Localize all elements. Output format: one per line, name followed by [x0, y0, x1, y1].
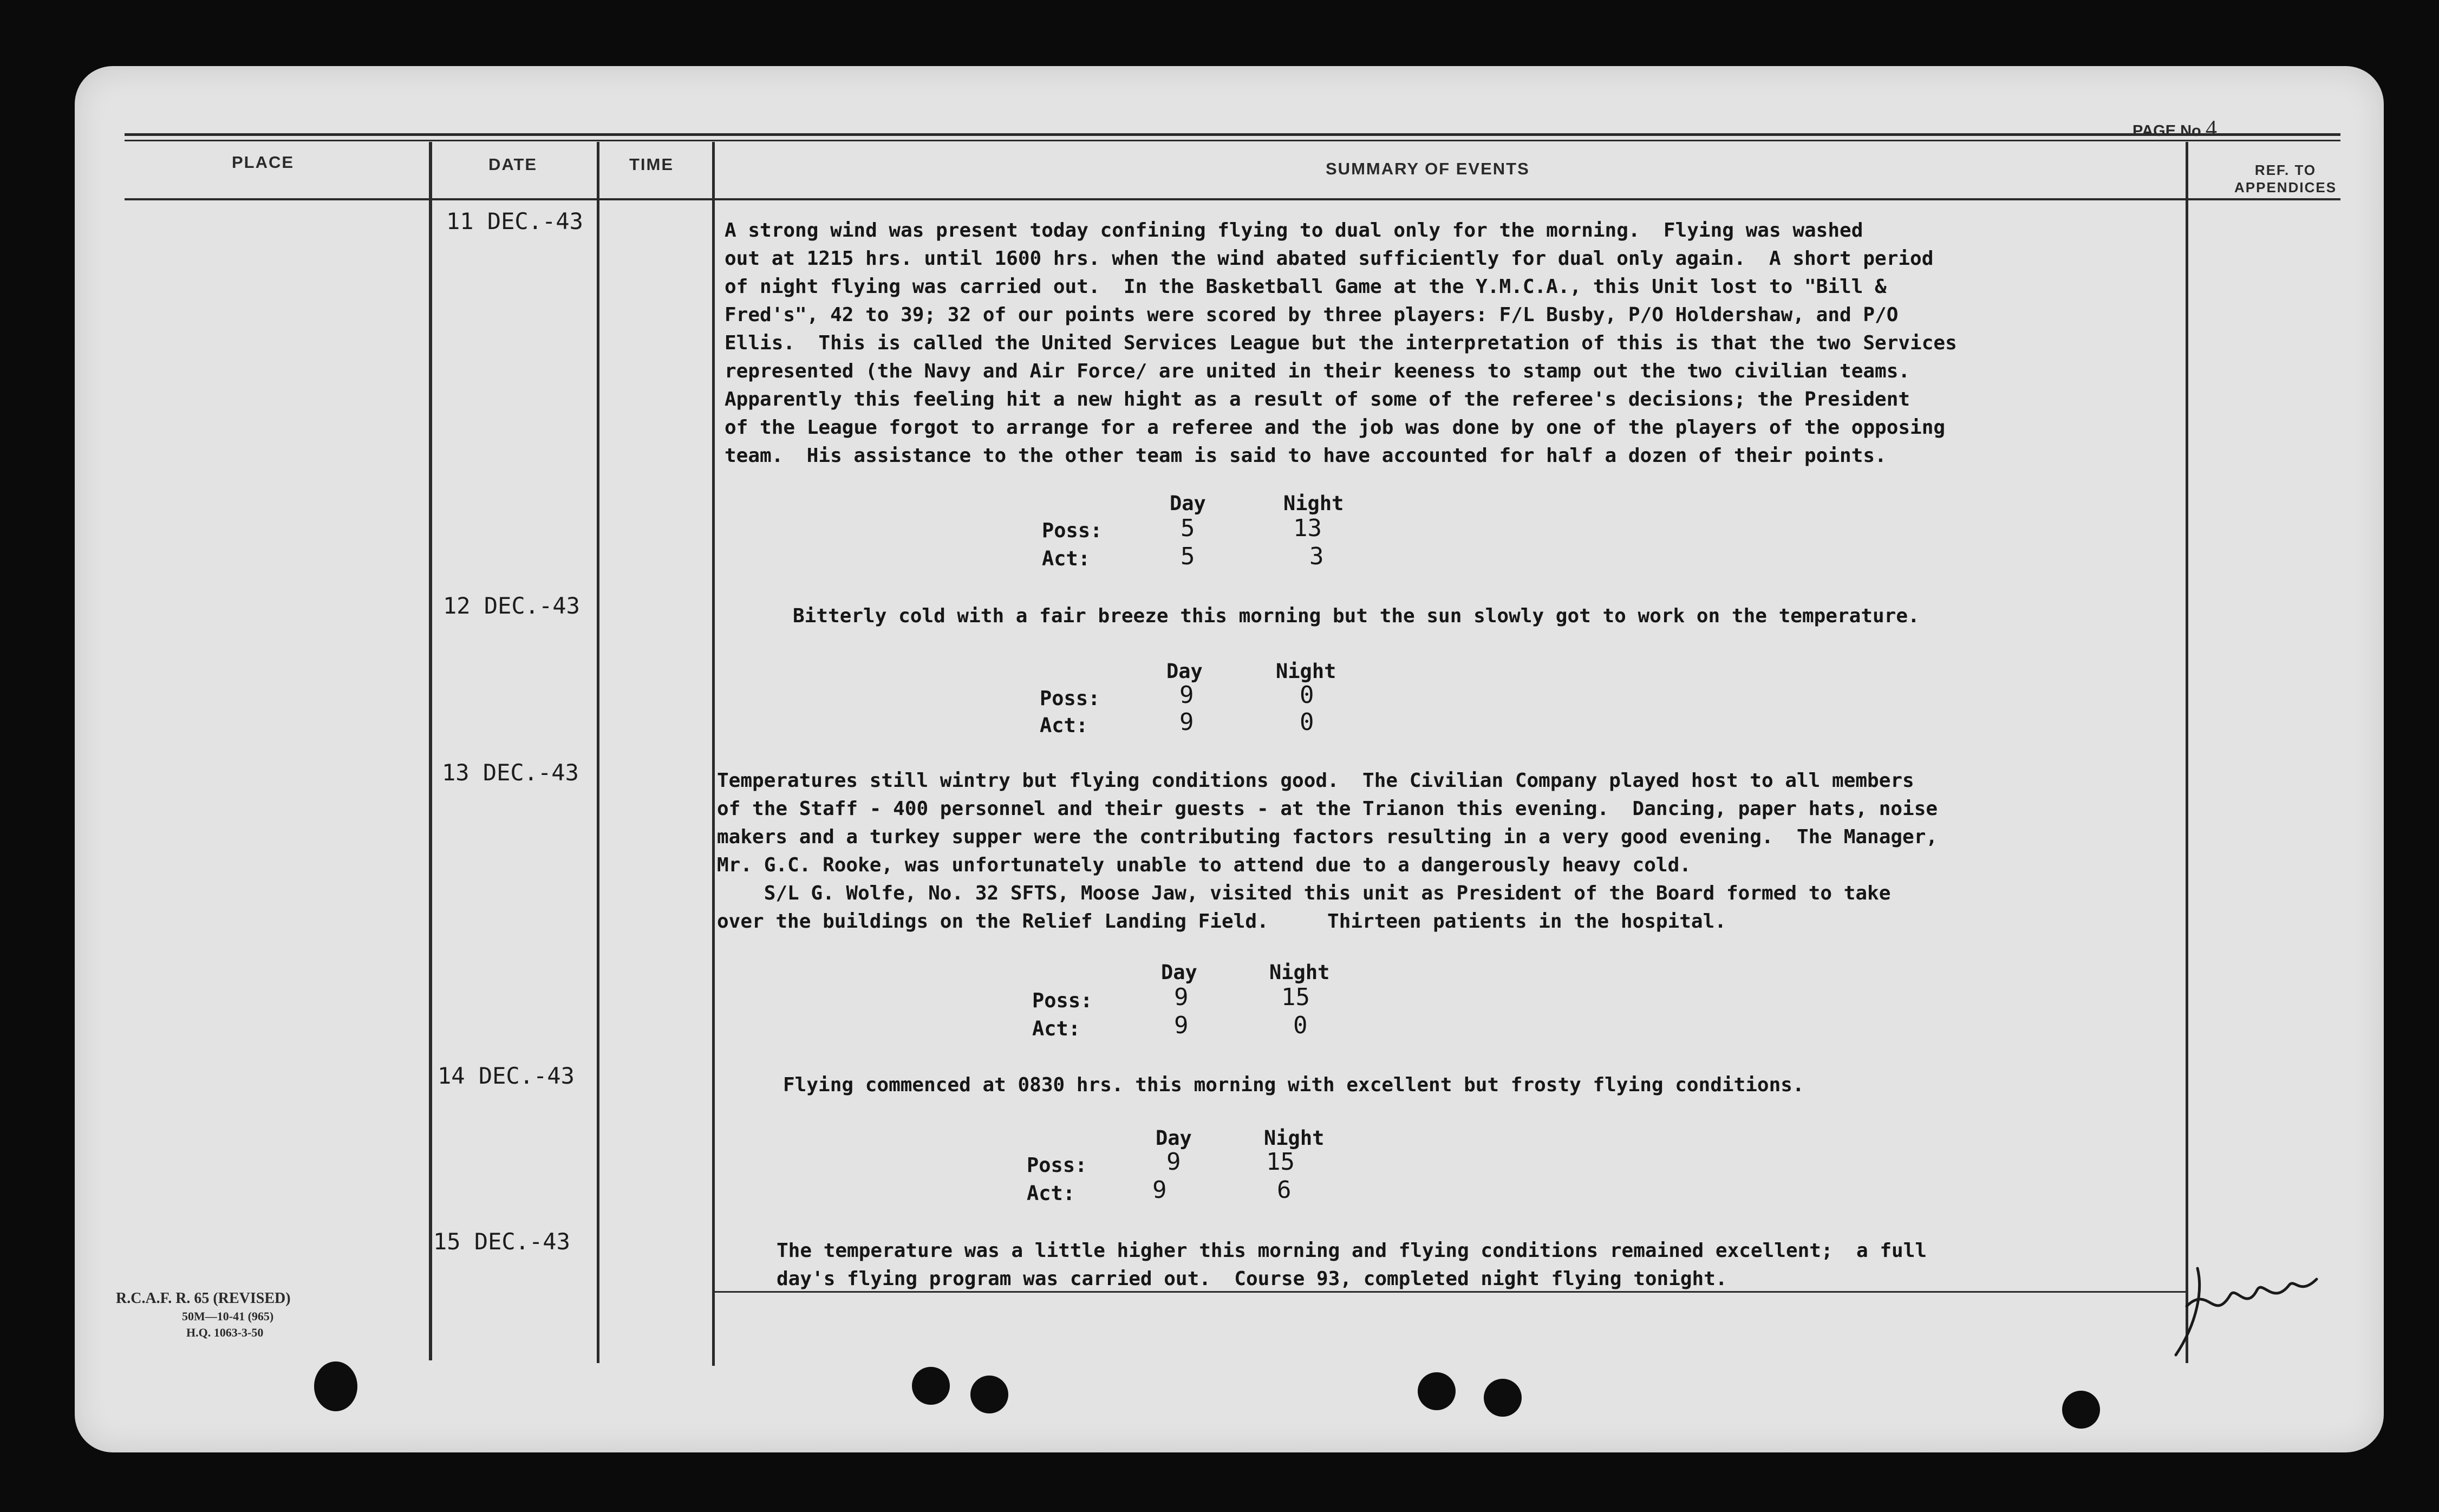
handwritten-initials-icon — [2165, 1247, 2338, 1371]
stat-act-label: Act: — [1040, 714, 1088, 737]
punch-hole — [2062, 1391, 2100, 1429]
stat-day-label: Day — [1161, 961, 1197, 984]
stat-act-label: Act: — [1042, 547, 1091, 570]
stat-day-label: Day — [1166, 660, 1203, 683]
header-rule-bottom — [125, 198, 2340, 200]
column-divider-date — [597, 142, 599, 1363]
stat-act-day: 9 — [1174, 1012, 1189, 1039]
page-label: PAGE No. — [2133, 122, 2206, 140]
ref-line-1: REF. TO — [2254, 162, 2317, 178]
stat-poss-day: 9 — [1174, 983, 1189, 1011]
punch-hole — [1418, 1372, 1456, 1410]
column-divider-time — [712, 142, 715, 1366]
stat-act-night: 3 — [1309, 543, 1324, 570]
entry-summary: Temperatures still wintry but flying conditions good. The Civilian Company played host to all members of the Staff - 400 personnel and their guests - at the Trianon this evening. Dancing, paper hats, noise makers and a turkey supper were the contributing factors resulting in a very good evening. The Manager, Mr. G.C. Rooke, was unfortunately unable to attend due to a dangerously heavy cold. S/L G. Wolfe, No. 32 SFTS, Moose Jaw, visited this unit as President of the Board formed to take over the buildings on the Relief Landing Field. Thirteen patients in the hospital. — [717, 770, 1938, 933]
stat-act-night: 0 — [1293, 1012, 1308, 1039]
stat-poss-night: 0 — [1300, 681, 1314, 709]
header-rule-top — [125, 133, 2340, 136]
entry-summary: A strong wind was present today confining flying to dual only for the morning. Flying was washed out at 1215 hrs. until 1600 hrs. when the wind abated sufficiently for dual only again. A short period of night flying was carried out. In the Basketball Game at the Y.M.C.A., this Unit lost to "Bill & Fred's", 42 to 39; 32 of our points were scored by three players: F/L Busby, P/O Holdershaw, and P/O Ellis. This is called the United Services League but the interpretation of this is that the two Services represented (the Navy and Air Force/ are united in their keeness to stamp out the two civilian teams. Apparently this feeling hit a new hight as a result of some of the referee's decisions; the President of the League forgot to arrange for a referee and the job was done by one of the players of the opposing team. His assistance to the other team is said to have accounted for half a dozen of their points. — [725, 219, 1957, 467]
stat-act-day: 9 — [1179, 708, 1194, 736]
stat-day-label: Day — [1170, 492, 1206, 515]
form-print-run: 50M—10-41 (965) — [182, 1309, 274, 1323]
entry-date: 15 DEC.-43 — [433, 1228, 570, 1255]
stat-poss-label: Poss: — [1042, 519, 1103, 542]
column-divider-place — [429, 142, 432, 1360]
stat-night-label: Night — [1283, 492, 1344, 515]
entry-summary: Bitterly cold with a fair breeze this morning but the sun slowly got to work on the temperature. — [793, 605, 1920, 627]
page-number-label — [2133, 116, 2256, 142]
stat-night-label: Night — [1276, 660, 1336, 683]
entry-date: 13 DEC.-43 — [442, 759, 579, 786]
entry-summary: The temperature was a little higher this morning and flying conditions remained excellent; a full day's flying program was carried out. Course 93, completed night flying tonight. — [777, 1240, 1927, 1290]
ref-line-2: APPENDICES — [2234, 179, 2337, 195]
stat-night-label: Night — [1269, 961, 1330, 984]
entry-date: 14 DEC.-43 — [438, 1063, 575, 1089]
column-header-date: DATE — [488, 155, 538, 174]
stat-act-label: Act: — [1027, 1182, 1075, 1205]
stat-poss-day: 9 — [1166, 1148, 1181, 1176]
punch-hole — [1484, 1379, 1522, 1417]
form-number: R.C.A.F. R. 65 (REVISED) — [116, 1290, 291, 1307]
stat-act-label: Act: — [1032, 1017, 1081, 1040]
stat-poss-night: 13 — [1293, 514, 1322, 542]
page-dots: ......... — [2216, 122, 2257, 140]
stat-day-label: Day — [1156, 1126, 1192, 1150]
punch-hole — [314, 1361, 357, 1411]
form-hq-ref: H.Q. 1063-3-50 — [186, 1326, 264, 1339]
stat-poss-day: 5 — [1181, 514, 1195, 542]
header-rule-top-2 — [125, 140, 2340, 141]
stat-poss-label: Poss: — [1027, 1153, 1087, 1177]
stat-poss-label: Poss: — [1032, 989, 1093, 1012]
stat-poss-night: 15 — [1281, 983, 1310, 1011]
stat-act-night: 6 — [1277, 1176, 1292, 1204]
stat-poss-night: 15 — [1266, 1148, 1295, 1176]
diary-page — [75, 66, 2384, 1452]
entry-date: 11 DEC.-43 — [446, 208, 583, 234]
column-header-summary: SUMMARY OF EVENTS — [1326, 159, 1530, 178]
column-header-time: TIME — [629, 155, 674, 174]
column-header-ref — [2234, 161, 2337, 196]
stat-poss-day: 9 — [1179, 681, 1194, 709]
bottom-rule — [715, 1291, 2186, 1293]
entry-date: 12 DEC.-43 — [443, 592, 580, 619]
stat-act-day: 9 — [1152, 1176, 1167, 1204]
stat-night-label: Night — [1264, 1126, 1325, 1150]
page-number: 4 — [2205, 116, 2217, 141]
stat-act-day: 5 — [1181, 543, 1195, 570]
entry-summary: Flying commenced at 0830 hrs. this morning with excellent but frosty flying conditions. — [783, 1074, 1804, 1096]
column-divider-summary — [2186, 142, 2188, 1363]
stat-act-night: 0 — [1300, 708, 1314, 736]
stat-poss-label: Poss: — [1040, 687, 1100, 710]
punch-hole — [912, 1367, 950, 1405]
punch-hole — [970, 1376, 1008, 1413]
column-header-place: PLACE — [232, 153, 295, 172]
